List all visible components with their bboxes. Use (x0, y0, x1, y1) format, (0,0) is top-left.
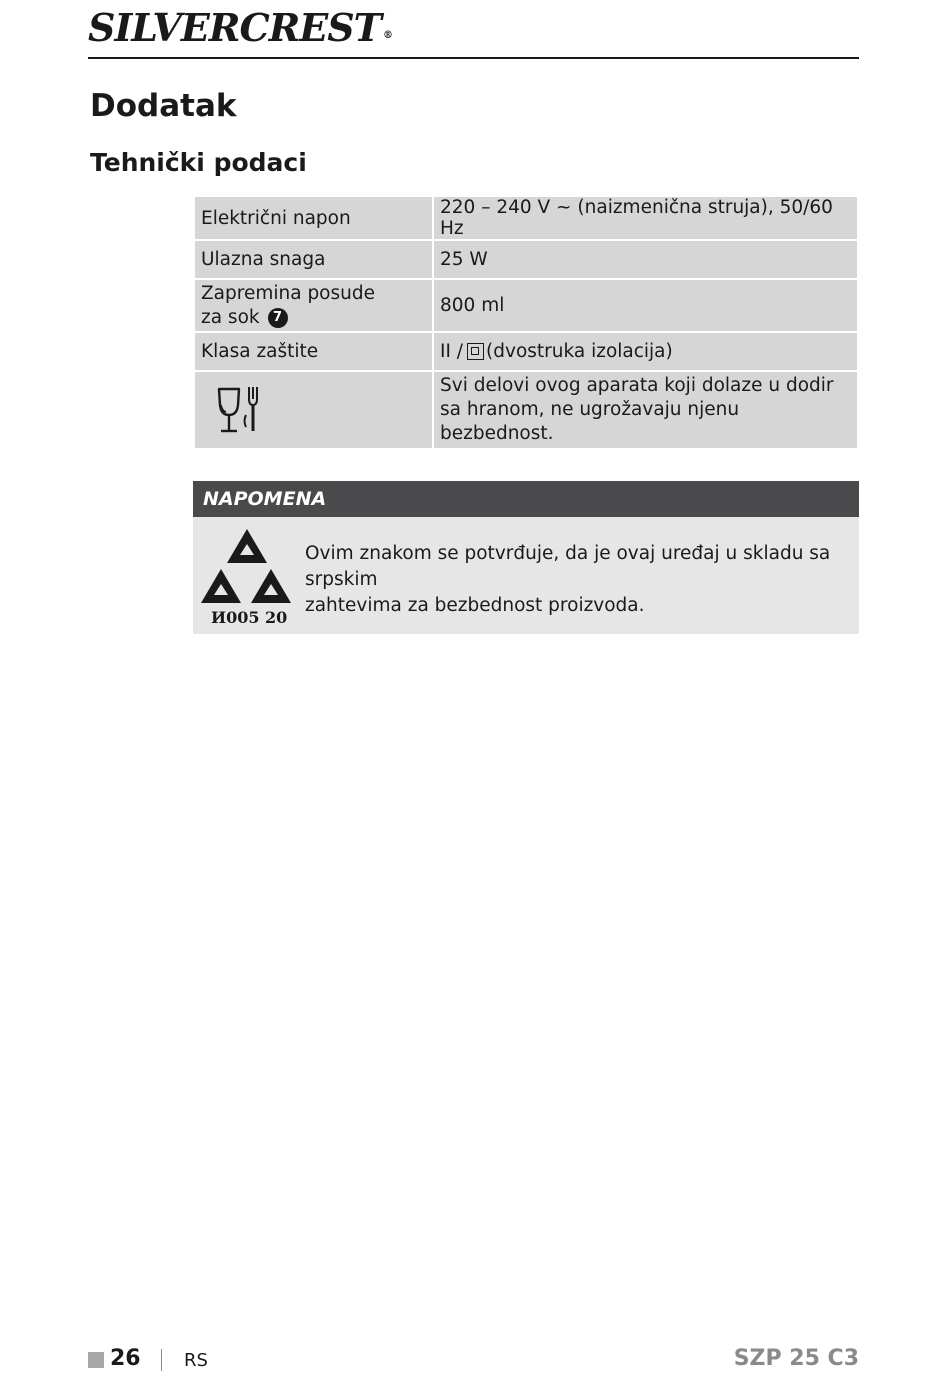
note-text-line1: Ovim znakom se potvrđuje, da je ovaj uređaj u skladu sa srpskim (305, 543, 831, 590)
technical-data-table (193, 195, 859, 450)
note-heading: NAPOMENA (193, 481, 859, 517)
double-insulation-icon (467, 343, 484, 360)
language-code: RS (184, 1350, 208, 1371)
page-number: 26 (110, 1346, 141, 1371)
spec-value (433, 332, 858, 371)
spec-value: 220 – 240 V ~ (naizmenična struja), 50/60 Hz (433, 196, 858, 240)
footer-divider (161, 1349, 162, 1371)
table-row (194, 371, 858, 449)
note-text-line2: zahtevima za bezbednost proizvoda. (305, 595, 645, 616)
spec-value: 25 W (433, 240, 858, 279)
spec-value: 800 ml (433, 279, 858, 332)
protection-description: (dvostruka izolacija) (486, 341, 673, 362)
table-row (194, 196, 858, 240)
table-row (194, 279, 858, 332)
part-number-badge: 7 (268, 308, 288, 328)
table-row (194, 332, 858, 371)
spec-label-line2: za sok (201, 306, 260, 328)
food-safe-text-line2: sa hranom, ne ugrožavaju njenu bezbednost. (440, 399, 740, 444)
brand-logo: SILVERCREST ® (88, 5, 392, 50)
spec-value (433, 371, 858, 449)
food-safe-text-line1: Svi delovi ovog aparata koji dolaze u dodir (440, 375, 834, 396)
section-title: Tehnički podaci (90, 148, 307, 177)
header-divider (88, 57, 859, 59)
food-safe-icon (213, 385, 265, 437)
footer-marker (88, 1352, 104, 1368)
spec-label (194, 279, 433, 332)
mark-code: И005 (211, 608, 260, 627)
table-row (194, 240, 858, 279)
protection-class: II / (440, 341, 464, 362)
note-box (193, 481, 859, 634)
food-safe-icon-cell (194, 371, 433, 449)
note-text (305, 541, 850, 619)
spec-label: Ulazna snaga (194, 240, 433, 279)
spec-label-line1: Zapremina posude (201, 282, 375, 304)
spec-label: Klasa zaštite (194, 332, 433, 371)
page-title: Dodatak (90, 88, 237, 124)
serbian-conformity-mark-icon (201, 525, 297, 629)
mark-year: 20 (265, 608, 288, 627)
model-number: SZP 25 C3 (733, 1346, 859, 1371)
spec-label: Električni napon (194, 196, 433, 240)
